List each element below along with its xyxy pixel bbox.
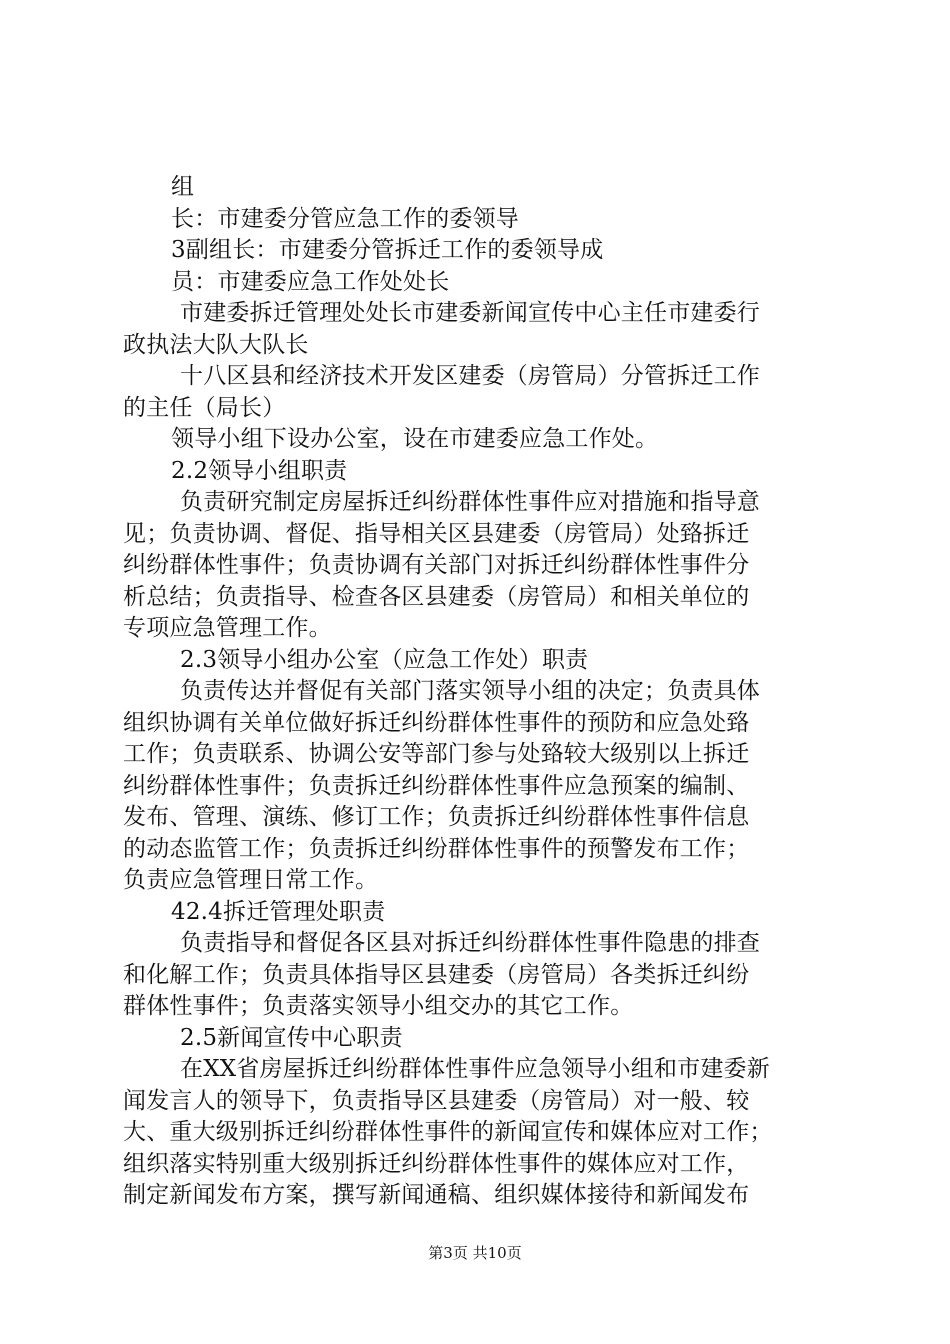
- text-line: 和化解工作；负责具体指导区县建委（房管局）各类拆迁纠纷: [123, 961, 750, 988]
- section-heading: 2.5新闻宣传中心职责: [180, 1024, 403, 1051]
- text-line: 专项应急管理工作。: [123, 615, 332, 641]
- text-line: 3副组长：市建委分管拆迁工作的委领导成: [171, 237, 604, 263]
- section-heading: 2.3领导小组办公室（应急工作处）职责: [180, 646, 589, 673]
- section-heading: 42.4拆迁管理处职责: [171, 898, 386, 925]
- text-line: 的主任（局长）: [123, 394, 286, 421]
- text-line: 政执法大队大队长: [123, 331, 309, 358]
- text-line: 领导小组下设办公室，设在市建委应急工作处。: [171, 426, 659, 452]
- text-line: 员：市建委应急工作处处长: [171, 268, 450, 295]
- text-line: 十八区县和经济技术开发区建委（房管局）分管拆迁工作: [180, 363, 760, 389]
- section-heading: 2.2领导小组职责: [171, 457, 348, 484]
- text-line: 在XX省房屋拆迁纠纷群体性事件应急领导小组和市建委新: [180, 1056, 770, 1082]
- text-line: 大、重大级别拆迁纠纷群体性事件的新闻宣传和媒体应对工作；: [123, 1119, 773, 1145]
- text-line: 组织协调有关单位做好拆迁纠纷群体性事件的预防和应急处臵: [123, 709, 750, 736]
- text-line: 见；负责协调、督促、指导相关区县建委（房管局）处臵拆迁: [123, 520, 750, 547]
- text-line: 负责应急管理日常工作。: [123, 867, 379, 893]
- text-line: 制定新闻发布方案，撰写新闻通稿、组织媒体接待和新闻发布: [123, 1182, 750, 1208]
- text-line: 发布、管理、演练、修订工作；负责拆迁纠纷群体性事件信息: [123, 804, 750, 830]
- text-line: 的动态监管工作；负责拆迁纠纷群体性事件的预警发布工作；: [123, 835, 750, 862]
- text-line: 组: [171, 174, 195, 200]
- text-line: 负责指导和督促各区县对拆迁纠纷群体性事件隐患的排查: [180, 930, 760, 956]
- text-line: 闻发言人的领导下，负责指导区县建委（房管局）对一般、较: [123, 1087, 750, 1114]
- text-line: 工作；负责联系、协调公安等部门参与处臵较大级别以上拆迁: [123, 741, 750, 767]
- text-line: 群体性事件；负责落实领导小组交办的其它工作。: [123, 993, 634, 1019]
- page-number-footer: 第3页 共10页: [428, 1244, 522, 1262]
- text-line: 纠纷群体性事件；负责拆迁纠纷群体性事件应急预案的编制、: [123, 772, 750, 799]
- text-line: 负责研究制定房屋拆迁纠纷群体性事件应对措施和指导意: [180, 489, 760, 515]
- text-line: 负责传达并督促有关部门落实领导小组的决定；负责具体: [180, 678, 760, 704]
- text-line: 纠纷群体性事件；负责协调有关部门对拆迁纠纷群体性事件分: [123, 552, 750, 578]
- text-line: 长：市建委分管应急工作的委领导: [171, 205, 519, 232]
- text-line: 析总结；负责指导、检查各区县建委（房管局）和相关单位的: [123, 583, 750, 610]
- document-body: [123, 172, 835, 1212]
- text-line: 组织落实特别重大级别拆迁纠纷群体性事件的媒体应对工作，: [123, 1150, 750, 1177]
- text-line: 市建委拆迁管理处处长市建委新闻宣传中心主任市建委行: [180, 300, 760, 326]
